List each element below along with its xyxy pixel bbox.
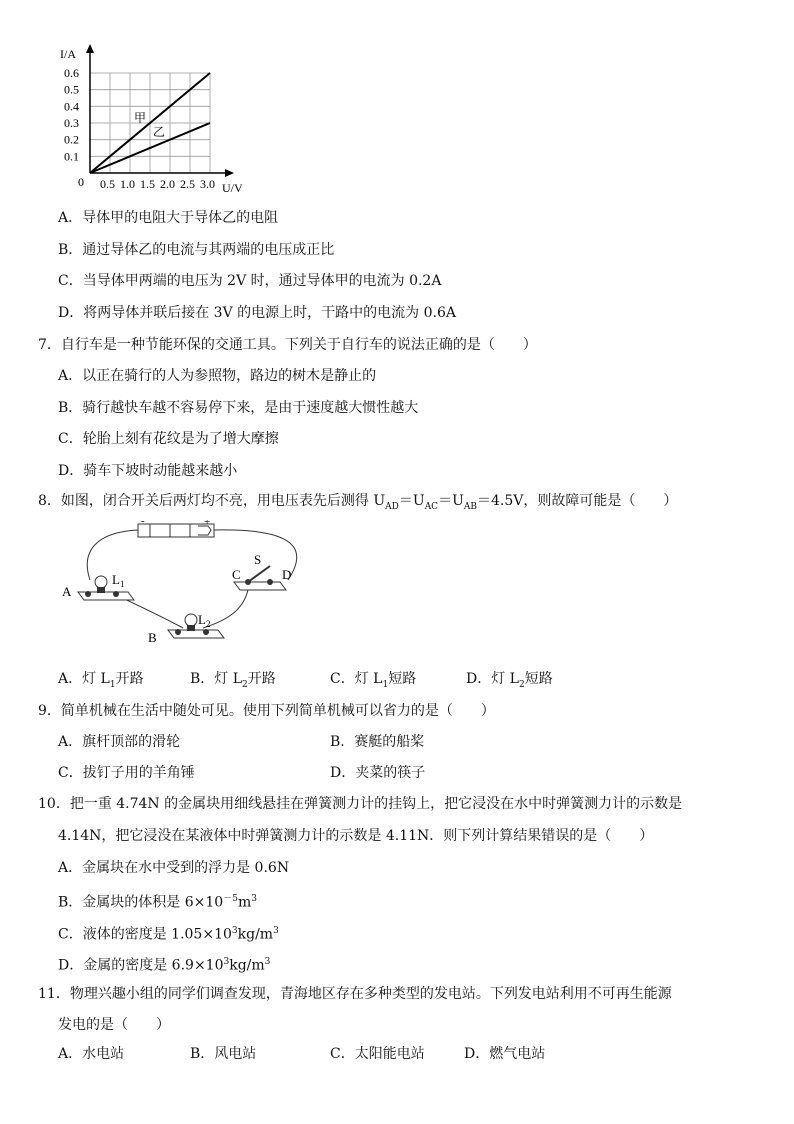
q11-option-d: D．燃气电站 — [464, 1046, 546, 1062]
q10-stem-line1: 10．把一重 4.74N 的金属块用细线悬挂在弹簧测力计的挂钩上，把它浸没在水中时弹簧测力计的示数是 — [38, 796, 683, 812]
q9-option-a: A．旗杆顶部的滑轮 — [58, 734, 181, 750]
x-tick-label: 3.0 — [200, 177, 215, 191]
x-axis-label: U/V — [222, 181, 243, 195]
y-tick-label: 0.2 — [64, 132, 79, 147]
q10-stem-line2: 4.14N，把它浸没在某液体中时弹簧测力计的示数是 4.11N．则下列计算结果错误的是（ ） — [58, 828, 654, 844]
svg-text:L: L — [198, 612, 206, 627]
svg-text:2: 2 — [206, 619, 211, 629]
x-tick-label: 0.5 — [100, 177, 115, 191]
origin-label: 0 — [78, 175, 84, 189]
q10-option-c: C．液体的密度是 $1.05\times 10^3kg/m^3$ — [58, 926, 279, 943]
switch-s — [234, 552, 286, 590]
point-d: D — [282, 567, 292, 582]
q6-option-a: A．导体甲的电阻大于导体乙的电阻 — [58, 210, 279, 226]
y-tick-label: 0.3 — [64, 116, 79, 130]
iu-graph — [50, 40, 260, 200]
lamp-l1 — [78, 572, 134, 600]
svg-text:L: L — [112, 572, 120, 587]
q11-option-b: B．风电站 — [190, 1046, 257, 1062]
y-tick-label: 0.4 — [64, 99, 79, 114]
q11-stem-line2: 发电的是（ ） — [58, 1017, 170, 1033]
series-label-yi: 乙 — [153, 125, 166, 139]
q9-option-c: C．拔钉子用的羊角锤 — [58, 765, 195, 781]
q6-option-b: B．通过导体乙的电流与其两端的电压成正比 — [58, 242, 335, 258]
q9-option-d: D．夹菜的筷子 — [330, 765, 426, 781]
q11-option-c: C．太阳能电站 — [330, 1046, 425, 1062]
battery — [138, 520, 214, 537]
svg-text:1: 1 — [120, 579, 125, 589]
x-tick-label: 1.5 — [140, 177, 155, 191]
svg-text:-: - — [141, 520, 145, 527]
series-label-jia: 甲 — [134, 111, 147, 125]
y-tick-label: 0.5 — [64, 82, 79, 97]
y-tick-label: 0.6 — [64, 66, 79, 80]
q9-option-b: B．赛艇的船桨 — [330, 734, 425, 750]
q7-option-c: C．轮胎上刻有花纹是为了增大摩擦 — [58, 431, 279, 447]
q7-option-d: D．骑车下坡时动能越来越小 — [58, 463, 238, 479]
svg-text:S: S — [254, 552, 262, 567]
q6-option-d: D．将两导体并联后接在 3V 的电源上时，干路中的电流为 0.6A — [58, 305, 456, 321]
q6-option-c: C．当导体甲两端的电压为 2V 时，通过导体甲的电流为 0.2A — [58, 273, 442, 289]
q7-option-b: B．骑行越快车越不容易停下来，是由于速度越大惯性越大 — [58, 400, 419, 416]
q7-stem: 7．自行车是一种节能环保的交通工具。下列关于自行车的说法正确的是（ ） — [38, 337, 537, 353]
q8-stem: 8．如图，闭合开关后两灯均不亮，用电压表先后测得 $U_{AD}=U_{AC}=U_{AB}=4.5V$，则故障可能是（ ） — [38, 493, 678, 512]
q10-option-b: B．金属块的体积是 $6\times 10^{-5}m^3$ — [58, 894, 257, 911]
q9-stem: 9．简单机械在生活中随处可见。使用下列简单机械可以省力的是（ ） — [38, 703, 495, 719]
q8-option-d: D．灯 $L_2$短路 — [466, 671, 553, 690]
y-axis-label: I/A — [60, 47, 76, 61]
q8-option-c: C．灯 $L_1$短路 — [330, 671, 417, 690]
q11-stem-line1: 11．物理兴趣小组的同学们调查发现，青海地区存在多种类型的发电站。下列发电站利用不可再生能源 — [38, 986, 672, 1002]
x-tick-label: 2.0 — [160, 177, 175, 191]
point-c: C — [232, 567, 241, 582]
y-tick-label: 0.1 — [64, 149, 79, 164]
svg-text:+: + — [204, 520, 211, 528]
q8-option-a: A．灯 $L_1$开路 — [58, 671, 144, 690]
q11-option-a: A．水电站 — [58, 1046, 125, 1062]
x-tick-label: 2.5 — [180, 177, 195, 191]
q10-option-a: A．金属块在水中受到的浮力是 0.6N — [58, 860, 290, 876]
q10-option-d: D．金属的密度是 $6.9\times 10^3kg/m^3$ — [58, 957, 271, 974]
point-b: B — [148, 630, 157, 645]
circuit-diagram — [58, 520, 318, 652]
x-tick-label: 1.0 — [120, 177, 135, 191]
q8-option-b: B．灯 $L_2$开路 — [190, 671, 276, 690]
q7-option-a: A．以正在骑行的人为参照物，路边的树木是静止的 — [58, 368, 377, 384]
point-a: A — [62, 584, 72, 599]
